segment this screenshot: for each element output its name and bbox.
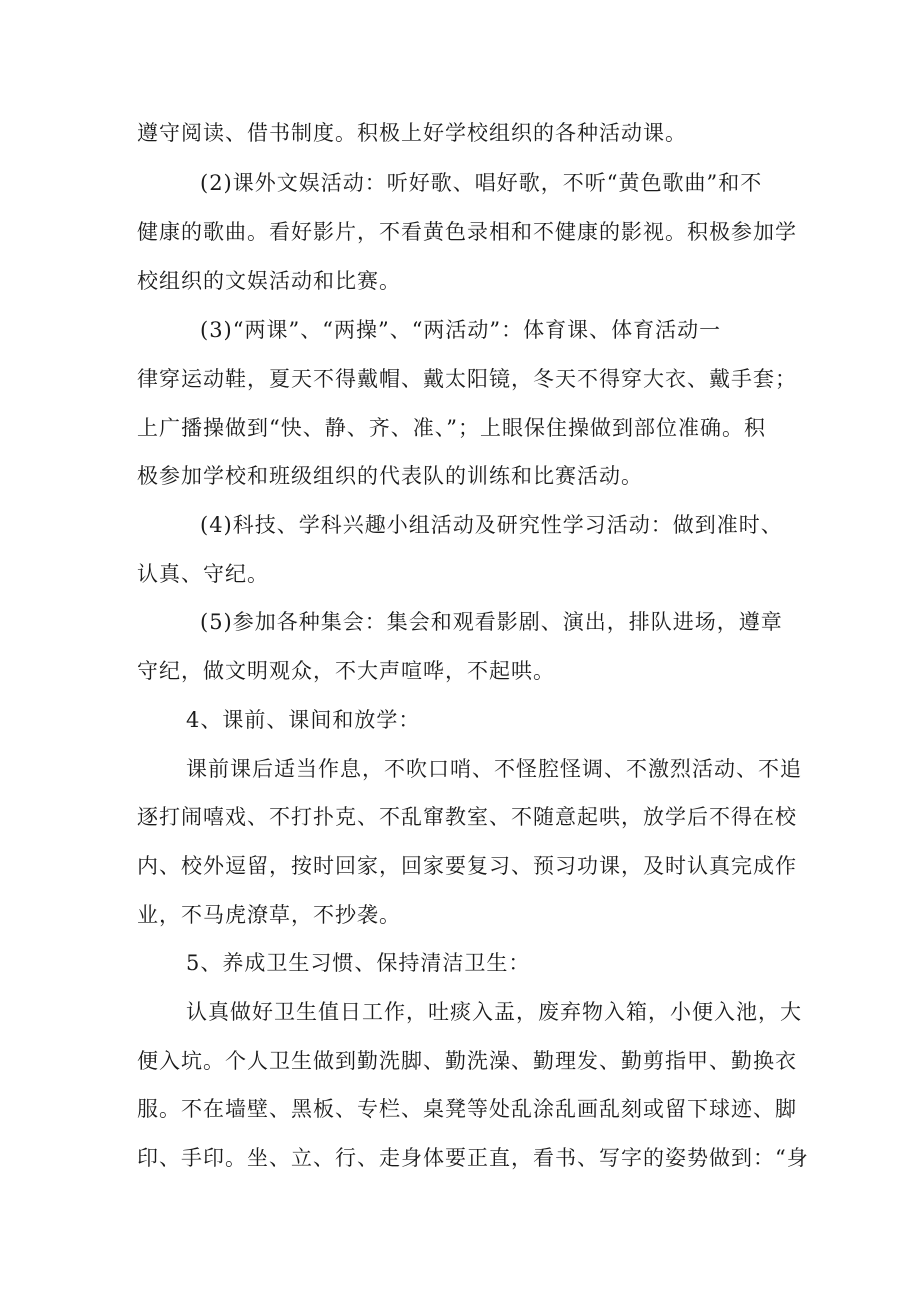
text-line: 逐打闹嘻戏、不打扑克、不乱窜教室、不随意起哄，放学后不得在校 <box>137 805 797 829</box>
text-line: (5)参加各种集会：集会和观看影剧、演出，排队进场，遵章 <box>200 610 783 634</box>
text-line: 极参加学校和班级组织的代表队的训练和比赛活动。 <box>137 464 643 488</box>
text-line: 4、课前、课间和放学： <box>186 708 421 732</box>
text-line: 上广播操做到“快、静、齐、准、”；上眼保住操做到部位准确。积 <box>137 416 766 440</box>
text-line: 遵守阅读、借书制度。积极上好学校组织的各种活动课。 <box>137 121 687 145</box>
text-line: 服。不在墙壁、黑板、专栏、桌凳等处乱涂乱画乱刻或留下球迹、脚 <box>137 1097 797 1121</box>
text-line: 校组织的文娱活动和比赛。 <box>137 269 401 293</box>
text-line: 律穿运动鞋，夏天不得戴帽、戴太阳镜，冬天不得穿大衣、戴手套； <box>137 367 797 391</box>
text-line: 5、养成卫生习惯、保持清洁卫生： <box>186 951 531 975</box>
text-line: 守纪，做文明观众，不大声喧哗，不起哄。 <box>137 659 555 683</box>
text-line: 印、手印。坐、立、行、走身体要正直，看书、写字的姿势做到：“身 <box>137 1146 809 1170</box>
text-line: 认真做好卫生值日工作，吐痰入盂，废弃物入箱，小便入池，大 <box>186 1000 802 1024</box>
text-line: 课前课后适当作息，不吹口哨、不怪腔怪调、不激烈活动、不追 <box>186 757 802 781</box>
text-line: (4)科技、学科兴趣小组活动及研究性学习活动：做到准时、 <box>200 513 783 537</box>
text-line: (2)课外文娱活动：听好歌、唱好歌，不听“黄色歌曲”和不 <box>200 171 763 195</box>
text-line: 健康的歌曲。看好影片，不看黄色录相和不健康的影视。积极参加学 <box>137 220 797 244</box>
text-line: 内、校外逗留，按时回家，回家要复习、预习功课，及时认真完成作 <box>137 854 797 878</box>
text-line: 便入坑。个人卫生做到勤洗脚、勤洗澡、勤理发、勤剪指甲、勤换衣 <box>137 1049 797 1073</box>
text-line: 认真、守纪。 <box>137 562 269 586</box>
text-line: 业，不马虎潦草，不抄袭。 <box>137 903 401 927</box>
text-line: (3)“两课”、“两操”、“两活动”：体育课、体育活动一 <box>200 318 722 342</box>
